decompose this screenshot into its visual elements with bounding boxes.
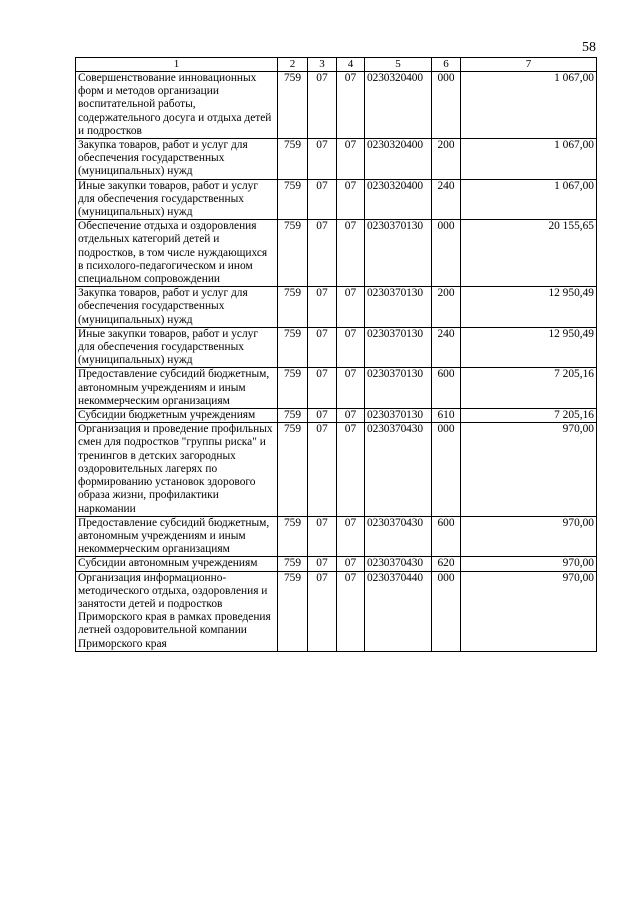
target-article-cell: 0230320400 [365, 72, 432, 139]
amount-cell: 970,00 [461, 423, 597, 516]
row-name-cell: Предоставление субсидий бюджетным, автономным учреждениям и иным некоммерческим организациям [76, 368, 278, 409]
section-code-cell: 07 [308, 139, 337, 180]
amount-cell: 970,00 [461, 571, 597, 651]
row-name-cell: Предоставление субсидий бюджетным, автономным учреждениям и иным некоммерческим организациям [76, 516, 278, 557]
section-code-cell: 07 [308, 179, 337, 220]
header-row [76, 58, 597, 72]
row-name-cell: Совершенствование инновационных форм и методов организации воспитательной работы, содержательного досуга и отдыха детей и подростков [76, 72, 278, 139]
expense-type-cell: 000 [432, 571, 461, 651]
column-header: 5 [365, 58, 432, 72]
column-header: 6 [432, 58, 461, 72]
row-name-cell: Субсидии автономным учреждениям [76, 557, 278, 571]
row-name-cell: Иные закупки товаров, работ и услуг для обеспечения государственных (муниципальных) нужд [76, 179, 278, 220]
grbs-code-cell: 759 [278, 571, 308, 651]
grbs-code-cell: 759 [278, 72, 308, 139]
amount-cell: 20 155,65 [461, 220, 597, 287]
target-article-cell: 0230370430 [365, 423, 432, 516]
table-row [76, 409, 597, 423]
amount-cell: 1 067,00 [461, 139, 597, 180]
expense-type-cell: 000 [432, 72, 461, 139]
expense-type-cell: 610 [432, 409, 461, 423]
column-header: 4 [337, 58, 365, 72]
section-code-cell: 07 [308, 72, 337, 139]
section-code-cell: 07 [308, 571, 337, 651]
column-header: 2 [278, 58, 308, 72]
subsection-code-cell: 07 [337, 409, 365, 423]
row-name-cell: Закупка товаров, работ и услуг для обеспечения государственных (муниципальных) нужд [76, 139, 278, 180]
target-article-cell: 0230370440 [365, 571, 432, 651]
table-row [76, 368, 597, 409]
grbs-code-cell: 759 [278, 179, 308, 220]
column-header: 7 [461, 58, 597, 72]
subsection-code-cell: 07 [337, 423, 365, 516]
subsection-code-cell: 07 [337, 179, 365, 220]
table-row [76, 179, 597, 220]
table-row [76, 516, 597, 557]
grbs-code-cell: 759 [278, 327, 308, 368]
subsection-code-cell: 07 [337, 571, 365, 651]
target-article-cell: 0230370130 [365, 409, 432, 423]
target-article-cell: 0230370130 [365, 327, 432, 368]
expense-type-cell: 000 [432, 423, 461, 516]
grbs-code-cell: 759 [278, 368, 308, 409]
section-code-cell: 07 [308, 557, 337, 571]
section-code-cell: 07 [308, 423, 337, 516]
expense-type-cell: 240 [432, 179, 461, 220]
row-name-cell: Иные закупки товаров, работ и услуг для обеспечения государственных (муниципальных) нужд [76, 327, 278, 368]
row-name-cell: Организация информационно-методического отдыха, оздоровления и занятости детей и подростков Приморского края в рамках проведения летней оздоровительной компании Приморского края [76, 571, 278, 651]
row-name-cell: Организация и проведение профильных смен для подростков "группы риска" и тренингов в детских загородных оздоровительных лагерях по формированию установок здорового образа жизни, профилактики наркомании [76, 423, 278, 516]
subsection-code-cell: 07 [337, 368, 365, 409]
subsection-code-cell: 07 [337, 516, 365, 557]
section-code-cell: 07 [308, 287, 337, 328]
target-article-cell: 0230370130 [365, 287, 432, 328]
subsection-code-cell: 07 [337, 72, 365, 139]
grbs-code-cell: 759 [278, 516, 308, 557]
table-row [76, 557, 597, 571]
table-row [76, 139, 597, 180]
page-number: 58 [582, 40, 596, 55]
amount-cell: 1 067,00 [461, 72, 597, 139]
target-article-cell: 0230370130 [365, 220, 432, 287]
grbs-code-cell: 759 [278, 287, 308, 328]
table-row [76, 287, 597, 328]
amount-cell: 12 950,49 [461, 287, 597, 328]
amount-cell: 7 205,16 [461, 368, 597, 409]
table-row [76, 423, 597, 516]
expense-type-cell: 200 [432, 287, 461, 328]
amount-cell: 970,00 [461, 557, 597, 571]
grbs-code-cell: 759 [278, 139, 308, 180]
section-code-cell: 07 [308, 327, 337, 368]
section-code-cell: 07 [308, 368, 337, 409]
subsection-code-cell: 07 [337, 220, 365, 287]
amount-cell: 7 205,16 [461, 409, 597, 423]
column-header: 1 [76, 58, 278, 72]
subsection-code-cell: 07 [337, 139, 365, 180]
section-code-cell: 07 [308, 409, 337, 423]
grbs-code-cell: 759 [278, 220, 308, 287]
amount-cell: 970,00 [461, 516, 597, 557]
expense-type-cell: 200 [432, 139, 461, 180]
table-row [76, 72, 597, 139]
budget-table [75, 57, 597, 652]
expense-type-cell: 000 [432, 220, 461, 287]
expense-type-cell: 600 [432, 368, 461, 409]
row-name-cell: Закупка товаров, работ и услуг для обеспечения государственных (муниципальных) нужд [76, 287, 278, 328]
row-name-cell: Обеспечение отдыха и оздоровления отдельных категорий детей и подростков, в том числе нуждающихся в психолого-педагогическом и ином специальном сопровождении [76, 220, 278, 287]
section-code-cell: 07 [308, 220, 337, 287]
table-row [76, 220, 597, 287]
amount-cell: 1 067,00 [461, 179, 597, 220]
amount-cell: 12 950,49 [461, 327, 597, 368]
expense-type-cell: 620 [432, 557, 461, 571]
expense-type-cell: 600 [432, 516, 461, 557]
table-row [76, 571, 597, 651]
expense-type-cell: 240 [432, 327, 461, 368]
target-article-cell: 0230370430 [365, 557, 432, 571]
subsection-code-cell: 07 [337, 287, 365, 328]
row-name-cell: Субсидии бюджетным учреждениям [76, 409, 278, 423]
grbs-code-cell: 759 [278, 557, 308, 571]
grbs-code-cell: 759 [278, 409, 308, 423]
column-header: 3 [308, 58, 337, 72]
target-article-cell: 0230370130 [365, 368, 432, 409]
target-article-cell: 0230320400 [365, 179, 432, 220]
target-article-cell: 0230320400 [365, 139, 432, 180]
grbs-code-cell: 759 [278, 423, 308, 516]
target-article-cell: 0230370430 [365, 516, 432, 557]
subsection-code-cell: 07 [337, 557, 365, 571]
section-code-cell: 07 [308, 516, 337, 557]
table-row [76, 327, 597, 368]
subsection-code-cell: 07 [337, 327, 365, 368]
